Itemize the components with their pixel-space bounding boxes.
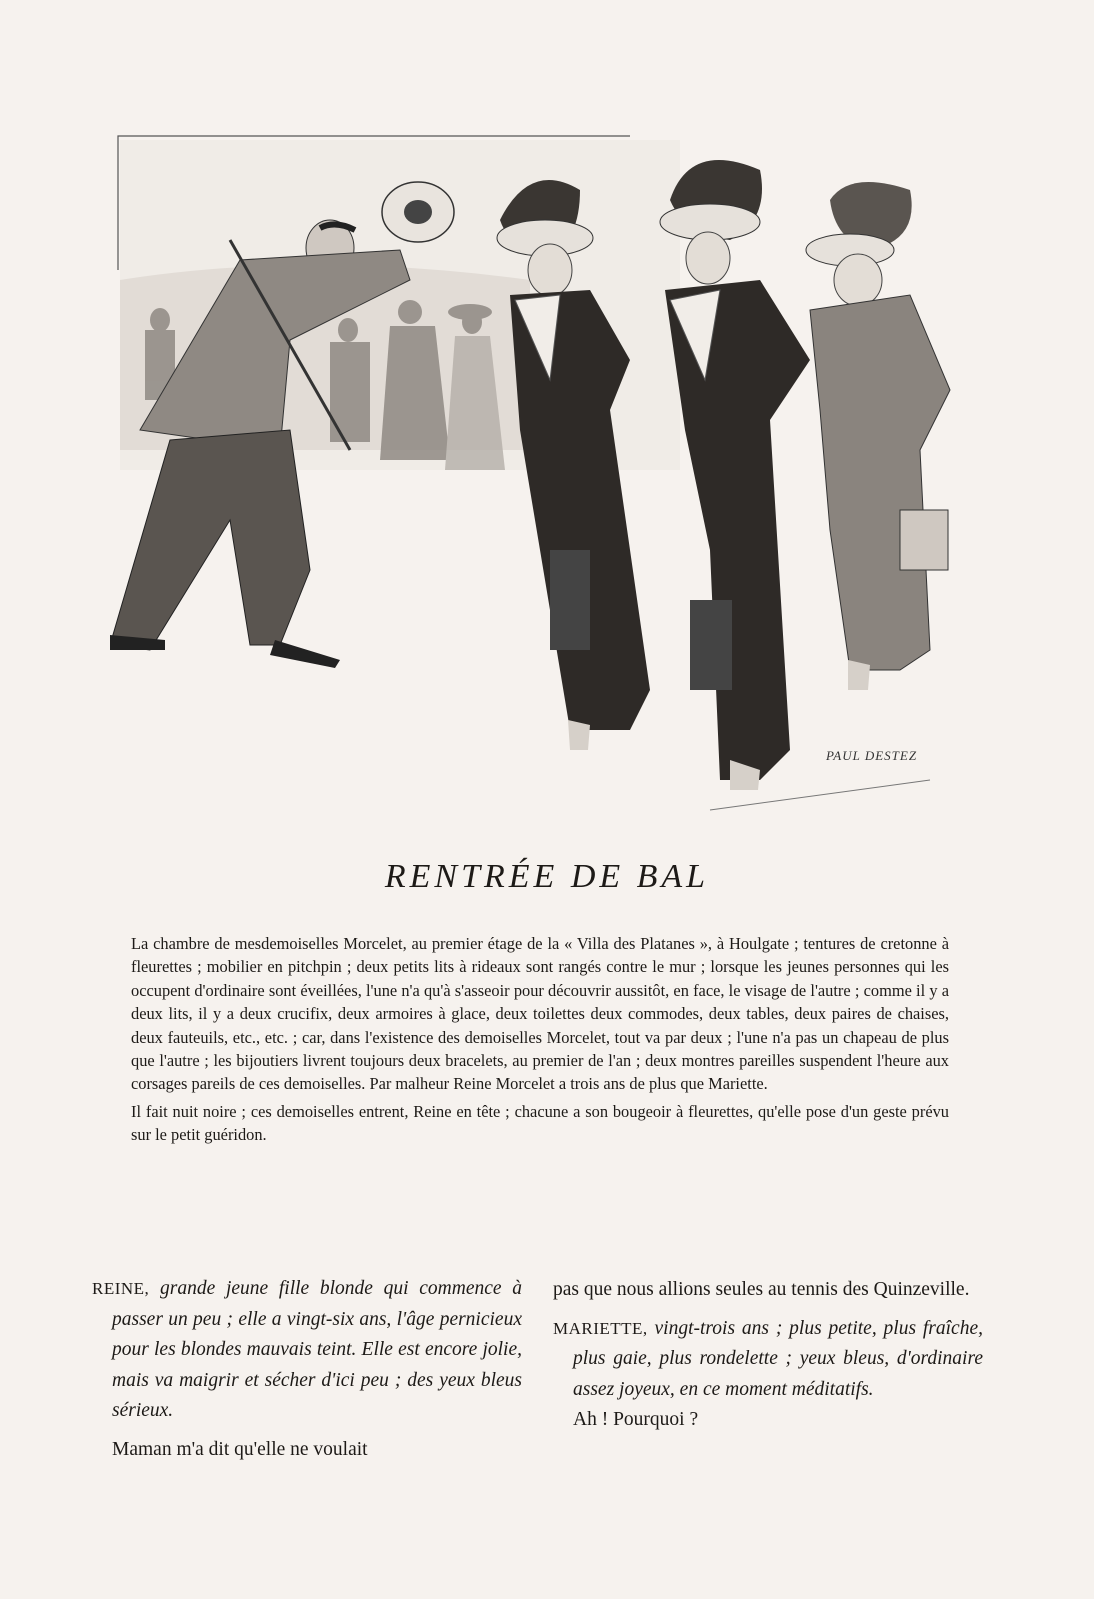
- intro-paragraph-entrance: Il fait nuit noire ; ces demoiselles entrent, Reine en tête ; chacune a son bougeoir à fleurettes, qu'elle pose d'un geste prévu sur le petit guéridon.: [131, 1101, 949, 1145]
- dialogue-line-mariette: Ah ! Pourquoi ?: [573, 1409, 699, 1430]
- dialogue-line-reine: Maman m'a dit qu'elle ne voulait: [112, 1438, 368, 1460]
- page-title: RENTRÉE DE BAL: [384, 858, 710, 895]
- dialogue-column-right: [553, 1275, 983, 1436]
- speaker-name-reine: REINE,: [92, 1279, 150, 1298]
- artist-signature: PAUL DESTEZ: [826, 748, 918, 763]
- stage-direction-reine: grande jeune fille blonde qui commence à passer un peu ; elle a vingt-six ans, l'âge pernicieux pour les blondes mauvais teint. Elle est encore jolie, mais va maigrir et sécher d'ici peu ; des yeux bleus sérieux.: [112, 1278, 523, 1421]
- intro-paragraph-setting: La chambre de mesdemoiselles Morcelet, au premier étage de la « Villa des Platanes », à Houlgate ; tentures de cretonne à fleurettes ; mobilier en pitchpin ; deux petits lits à rideaux sont rangés contre le mur ; lorsque les jeunes personnes qui les occupent d'ordinaire sont éveillées, l'une n'a qu'à s'asseoir pour découvrir aussitôt, en face, le visage de l'autre ; comme il y a deux lits, il y a deux crucifix, deux armoires à glace, deux toilettes deux commodes, deux tables, deux paires de chaises, deux fauteuils, etc., etc. ; car, dans l'existence des demoiselles Morcelet, tout va par deux ; l'une n'a pas un chapeau de plus que l'autre ; les bijoutiers livrent toujours deux bracelets, au premier de l'an ; deux montres pareilles suspendent l'heure aux corsages pareils de ces demoiselles. Par malheur Reine Morcelet a trois ans de plus que Mariette.: [131, 934, 949, 1094]
- dialogue-column-left: [92, 1274, 522, 1465]
- engraving-illustration: [110, 130, 970, 820]
- woman-figure-right: [806, 182, 950, 690]
- speaker-name-mariette: MARIETTE,: [553, 1318, 648, 1338]
- woman-figure-middle: [660, 160, 810, 790]
- character-description-mariette: [553, 1314, 983, 1406]
- character-description-reine: [92, 1274, 522, 1427]
- dialogue-continuation-reine: pas que nous allions seules au tennis des Quinzeville.: [553, 1279, 970, 1300]
- intro-text-block: [131, 932, 949, 1147]
- stage-direction-mariette: vingt-trois ans ; plus petite, plus fraîche, plus gaie, plus rondelette ; yeux bleus, d'ordinaire assez joyeux, en ce moment méditatifs.: [573, 1317, 983, 1400]
